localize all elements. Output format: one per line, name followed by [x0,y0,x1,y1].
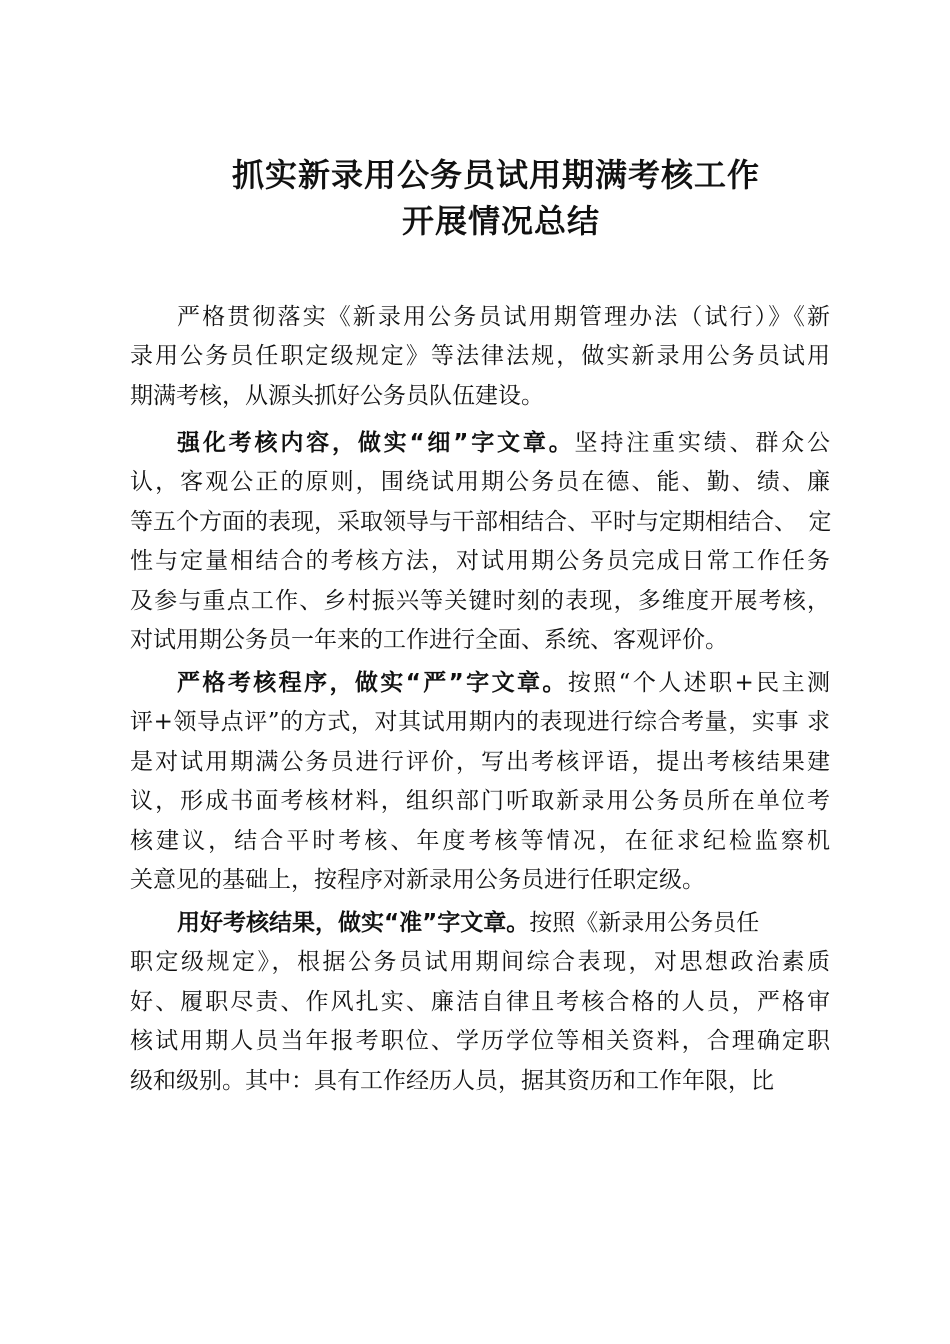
paragraph-line: 录用公务员任职定级规定》等法律法规，做实新录用公务员试用 [130,343,830,370]
paragraph-procedure [130,664,830,900]
paragraph-text: 坚持注重实绩、群众公 [574,430,831,456]
paragraph-line: 好、履职尽责、作风扎实、廉洁自律且考核合格的人员，严格审 [130,988,830,1015]
paragraph-line: 对试用期公务员一年来的工作进行全面、系统、客观评价。 [130,626,728,653]
paragraph-line: 议，形成书面考核材料，组织部门听取新录用公务员所在单位考 [130,788,830,815]
paragraph-line: 核建议，结合平时考核、年度考核等情况，在征求纪检监察机 [130,827,830,854]
paragraph-line: 期满考核，从源头抓好公务员队伍建设。 [130,382,544,409]
document-title-line-1: 抓实新录用公务员试用期满考核工作 [232,156,761,194]
paragraph-lead-heading: 强化考核内容，做实“细”字文章。 [177,430,575,456]
paragraph-line: 及参与重点工作、乡村振兴等关键时刻的表现，多维度开展考核， [130,587,830,614]
paragraph-results [130,904,830,1101]
paragraph-text: 按照“个人述职+民主测 [567,670,831,696]
paragraph-lead-heading: 用好考核结果，做实“准”字文章。 [177,910,530,936]
paragraph-line: 关意见的基础上，按程序对新录用公务员进行任职定级。 [130,866,705,893]
paragraph-line: 职定级规定》，根据公务员试用期间综合表现，对思想政治素质 [130,949,830,976]
paragraph-line: 严格贯彻落实《新录用公务员试用期管理办法（试行）》《新 [177,304,830,330]
paragraph-line: 性与定量相结合的考核方法，对试用期公务员完成日常工作任务 [130,548,830,575]
paragraph-lead-heading: 严格考核程序，做实“严”字文章。 [177,670,568,696]
paragraph-first-line [130,664,830,703]
paragraph-first-line [130,424,830,463]
paragraph-line: 评+领导点评”的方式，对其试用期内的表现进行综合考量，实事 求 [130,709,830,736]
paragraph-content [130,424,830,660]
paragraph-line: 核试用期人员当年报考职位、学历学位等相关资料，合理确定职 [130,1028,830,1055]
paragraph-line: 级和级别。其中：具有工作经历人员，据其资历和工作年限，比 [130,1067,774,1094]
paragraph-line: 是对试用期满公务员进行评价，写出考核评语，提出考核结果建 [130,748,830,775]
paragraph-text: 按照《新录用公务员任 [529,910,760,936]
document-title-line-2: 开展情况总结 [402,202,601,240]
paragraph-line: 认，客观公正的原则，围绕试用期公务员在德、能、勤、绩、廉 [130,469,830,496]
paragraph-first-line [130,904,830,943]
paragraph-line: 等五个方面的表现，采取领导与干部相结合、平时与定期相结合、 定 [130,508,832,535]
paragraph-intro [130,298,830,416]
